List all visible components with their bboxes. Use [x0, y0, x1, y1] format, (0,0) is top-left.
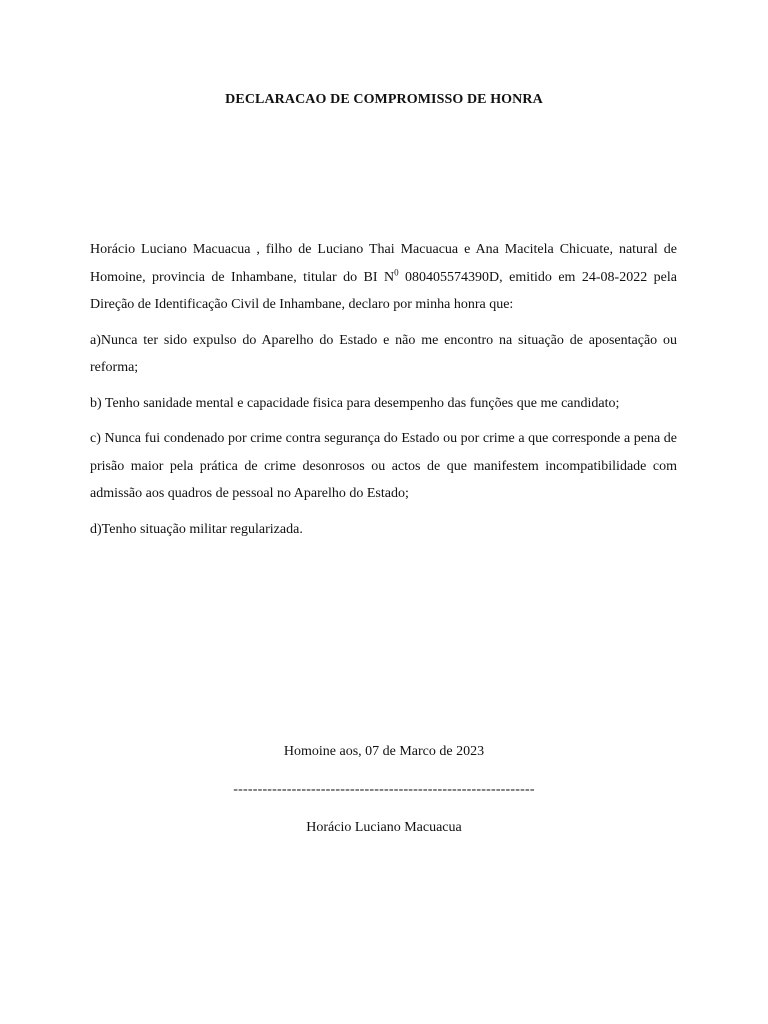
signatory-name: Horácio Luciano Macuacua	[306, 820, 462, 835]
signature-line: --------------------------------------------------------------	[233, 782, 535, 797]
item-b: b) Tenho sanidade mental e capacidade fisica para desempenho das funções que me candidato;	[90, 395, 620, 411]
declaration-body	[90, 236, 677, 551]
document-title: DECLARACAO DE COMPROMISSO DE HONRA	[225, 92, 543, 107]
intro-paragraph	[90, 236, 677, 319]
intro-superscript: 0	[394, 266, 399, 277]
place-and-date: Homoine aos, 07 de Marco de 2023	[283, 744, 485, 759]
item-c: c) Nunca fui condenado por crime contra segurança do Estado ou por crime a que corresponde a pena de prisão maior pela prática de crime desonrosos ou actos de que manifestem incompatibilidade com admissão aos quadros de pessoal no Aparelho do Estado;	[90, 431, 677, 501]
intro-text-part2: 080405574390D, emitido em 24-08-2022 pela Direção de Identificação Civil de Inhambane, declaro por minha honra que:	[90, 269, 677, 312]
item-d: d)Tenho situação militar regularizada.	[90, 521, 303, 537]
item-a: a)Nunca ter sido expulso do Aparelho do Estado e não me encontro na situação de aposentação ou reforma;	[90, 332, 677, 375]
intro-text-part1: Horácio Luciano Macuacua , filho de Luciano Thai Macuacua e Ana Macitela Chicuate, natural de Homoine, provincia de Inhambane, titular do BI N	[90, 242, 677, 285]
